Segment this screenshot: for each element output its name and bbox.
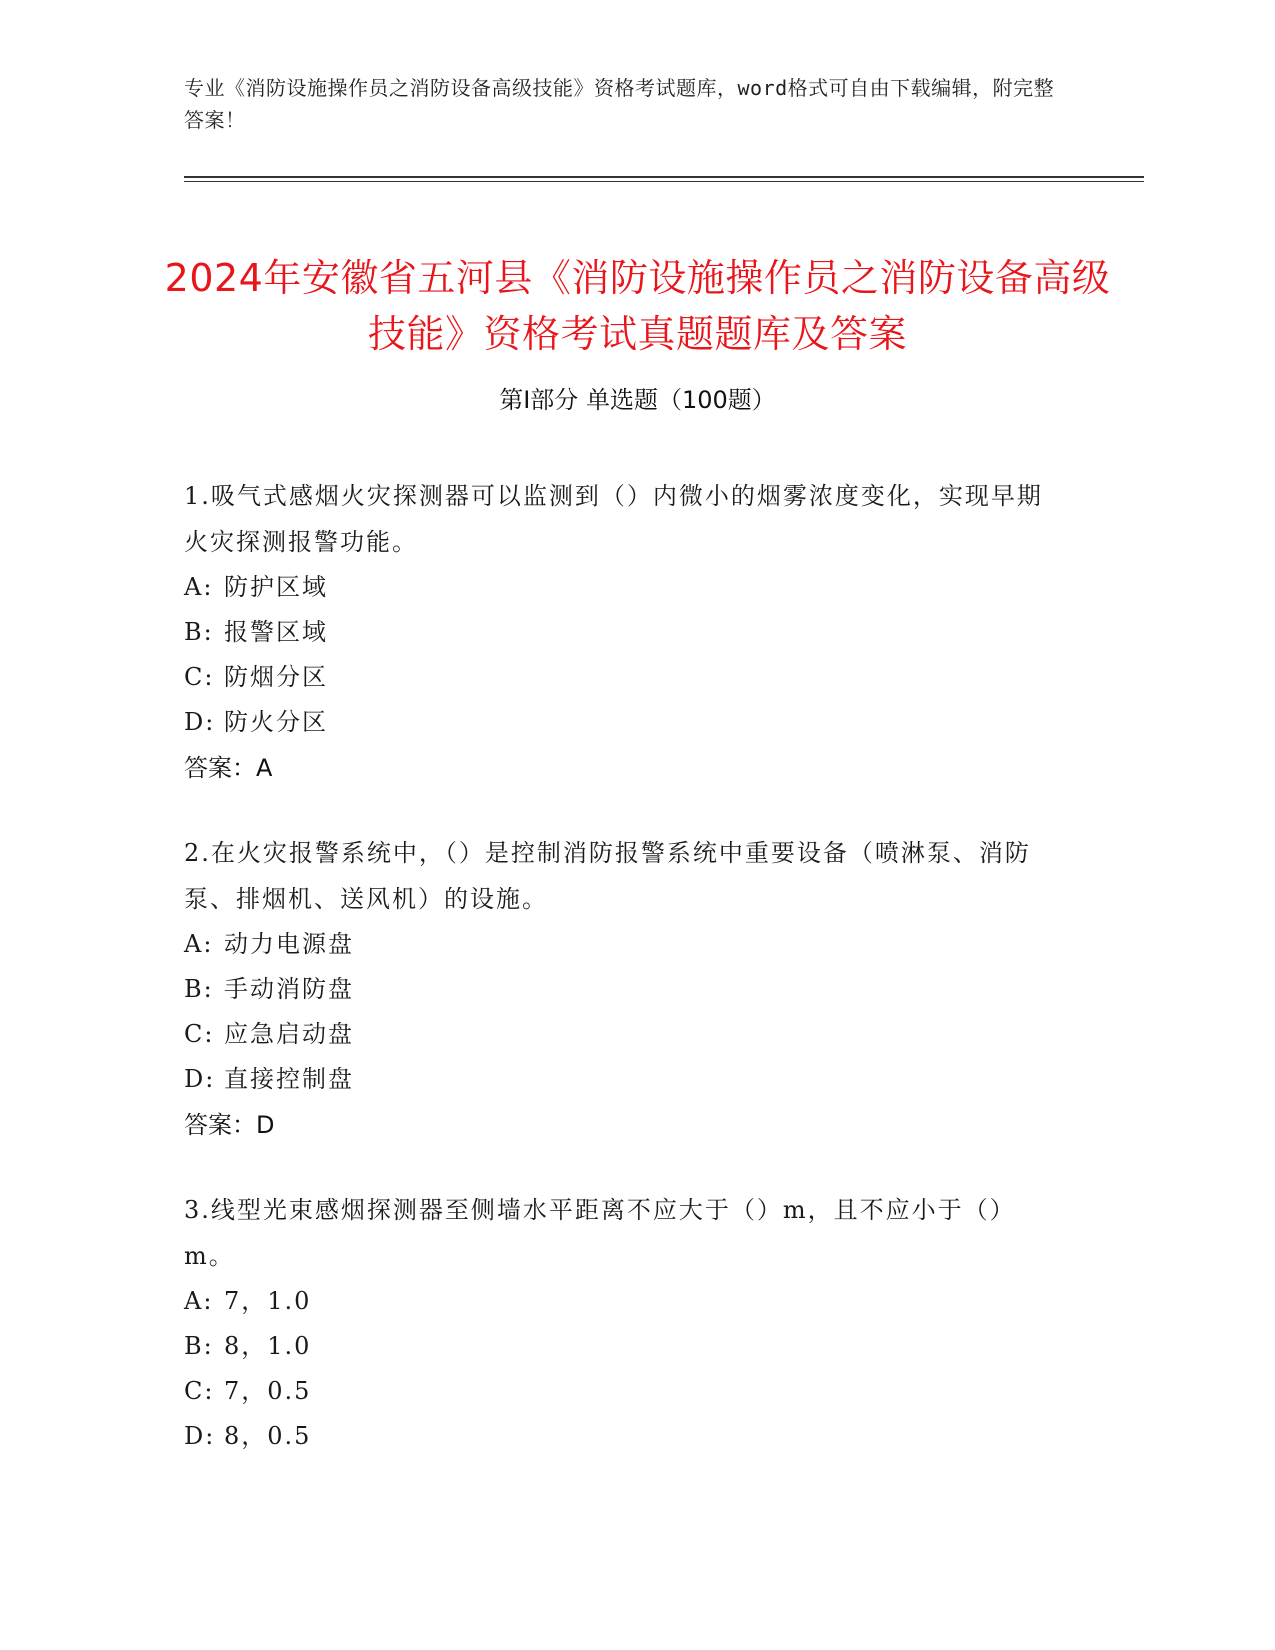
- option-d: [184, 700, 1064, 745]
- option-letter: B:: [184, 1332, 214, 1360]
- option-letter: B:: [184, 975, 214, 1003]
- option-text: 报警区域: [224, 618, 328, 646]
- option-text: 动力电源盘: [224, 930, 354, 958]
- option-text: 防烟分区: [224, 663, 328, 691]
- option-letter: A:: [184, 573, 214, 601]
- header-note: 专业《消防设施操作员之消防设备高级技能》资格考试题库，word格式可自由下载编辑，附完整答案！: [184, 76, 1055, 132]
- option-letter: B:: [184, 618, 214, 646]
- option-text: 防护区域: [224, 573, 328, 601]
- question-list: [184, 473, 1064, 1498]
- option-letter: C:: [184, 1377, 215, 1405]
- option-b: [184, 610, 1064, 655]
- option-letter: D:: [184, 708, 216, 736]
- question-stem: 2.在火灾报警系统中，（）是控制消防报警系统中重要设备（喷淋泵、消防泵、排烟机、送风机）的设施。: [184, 839, 1031, 913]
- option-letter: D:: [184, 1422, 216, 1450]
- option-c: [184, 655, 1064, 700]
- option-a: [184, 565, 1064, 610]
- option-c: [184, 1369, 1064, 1414]
- question-stem: 3.线型光束感烟探测器至侧墙水平距离不应大于（）m，且不应小于（）m。: [184, 1196, 1016, 1270]
- section-heading: 第Ⅰ部分 单选题（100题）: [499, 386, 776, 414]
- option-text: 手动消防盘: [224, 975, 354, 1003]
- option-a: [184, 922, 1064, 967]
- option-letter: D:: [184, 1065, 216, 1093]
- option-letter: A:: [184, 930, 214, 958]
- option-text: 直接控制盘: [224, 1065, 354, 1093]
- option-d: [184, 1414, 1064, 1459]
- answer-line: 答案：A: [184, 754, 273, 782]
- option-text: 7，0.5: [224, 1377, 312, 1405]
- option-letter: C:: [184, 663, 215, 691]
- option-a: [184, 1279, 1064, 1324]
- option-letter: C:: [184, 1020, 215, 1048]
- question-stem: 1.吸气式感烟火灾探测器可以监测到（）内微小的烟雾浓度变化，实现早期火灾探测报警功能。: [184, 482, 1043, 556]
- option-text: 7，1.0: [224, 1287, 312, 1315]
- option-text: 8，1.0: [224, 1332, 312, 1360]
- option-b: [184, 967, 1064, 1012]
- header-divider-thick: [184, 176, 1144, 178]
- header-divider-thin: [184, 181, 1144, 182]
- question-item: [184, 1187, 1064, 1459]
- question-item: [184, 830, 1064, 1148]
- option-d: [184, 1057, 1064, 1102]
- option-letter: A:: [184, 1287, 214, 1315]
- document-title: 2024年安徽省五河县《消防设施操作员之消防设备高级技能》资格考试真题题库及答案: [164, 256, 1111, 357]
- option-c: [184, 1012, 1064, 1057]
- option-text: 应急启动盘: [224, 1020, 354, 1048]
- option-b: [184, 1324, 1064, 1369]
- question-item: [184, 473, 1064, 791]
- option-text: 防火分区: [224, 708, 328, 736]
- answer-line: 答案：D: [184, 1111, 275, 1139]
- option-text: 8，0.5: [224, 1422, 312, 1450]
